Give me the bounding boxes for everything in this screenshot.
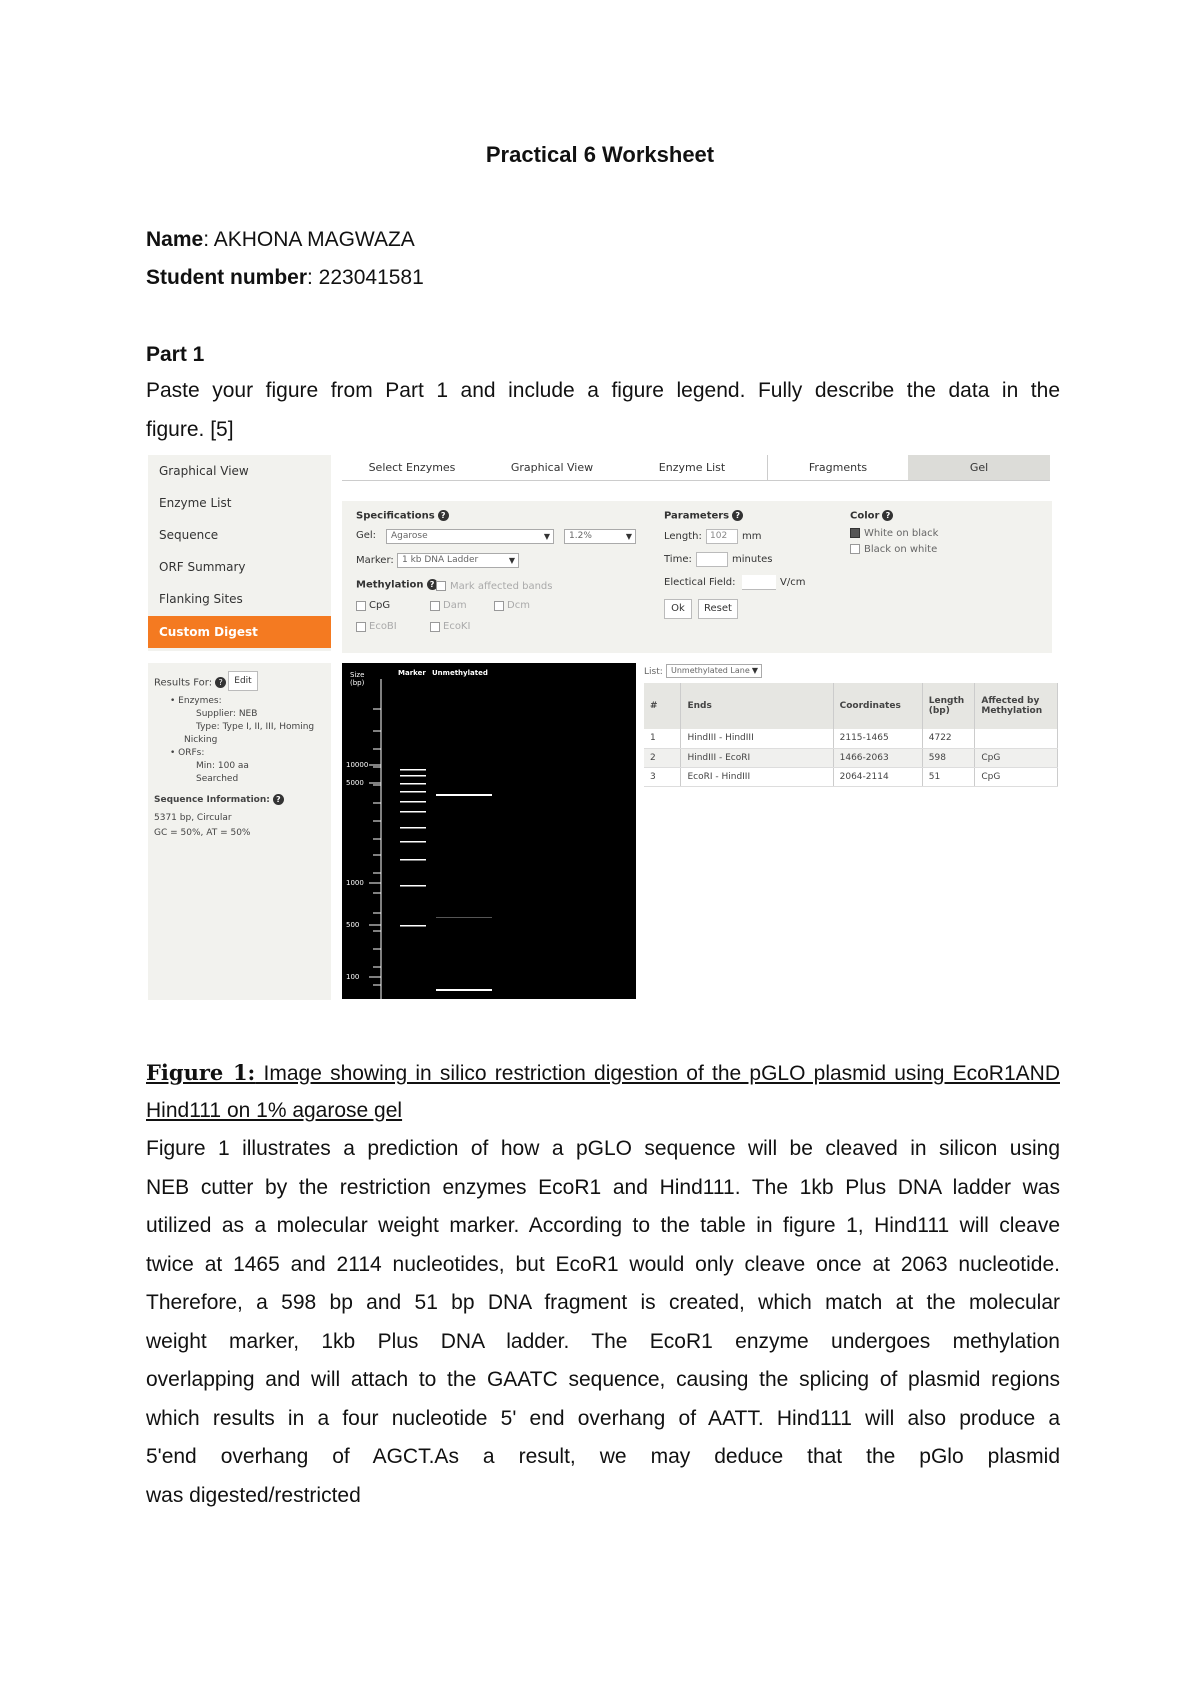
color-heading-text: Color	[850, 510, 880, 522]
cell-coordinates: 2115-1465	[833, 729, 922, 748]
marker-band	[400, 827, 426, 829]
size-label	[350, 671, 367, 687]
nicking-text: Nicking	[184, 735, 218, 745]
cell-methylation	[975, 729, 1058, 748]
list-label: List:	[644, 667, 663, 677]
min-text: Min: 100 aa	[196, 761, 249, 771]
mark-affected-label: Mark affected bands	[450, 581, 553, 592]
sidebar	[148, 455, 331, 651]
ecoki-label: EcoKI	[443, 621, 471, 632]
tab-gel[interactable]: Gel	[908, 455, 1050, 480]
length-input[interactable]: 102	[706, 529, 738, 544]
cell-number: 3	[644, 767, 681, 786]
gel-settings-panel	[342, 501, 1052, 653]
dcm-label: Dcm	[507, 600, 530, 611]
cell-length: 51	[922, 767, 975, 786]
chevron-down-icon: ▼	[508, 556, 515, 565]
enzymes-item: • Enzymes:	[170, 696, 222, 706]
page-title: Practical 6 Worksheet	[485, 142, 715, 167]
marker-band	[400, 783, 426, 785]
gel-percent-select[interactable]	[564, 529, 636, 544]
marker-band	[400, 791, 426, 793]
description-line: was digested/restricted	[146, 1483, 361, 1507]
help-icon[interactable]: ?	[438, 510, 449, 521]
edit-button[interactable]: Edit	[228, 671, 258, 691]
marker-value: 1 kb DNA Ladder	[402, 555, 479, 565]
searched-text: Searched	[196, 774, 239, 784]
gel-tick-label: 10000	[346, 761, 369, 769]
orfs-item: • ORFs:	[170, 748, 205, 758]
gel-ticks	[346, 709, 381, 985]
gel-svg	[342, 663, 636, 999]
dam-checkbox[interactable]	[430, 601, 440, 611]
ok-button[interactable]: Ok	[664, 599, 692, 619]
fragments-table-area	[644, 663, 1058, 793]
table-row	[644, 729, 1058, 748]
size-label-line-2: (bp)	[350, 679, 365, 687]
ecobi-checkbox[interactable]	[356, 622, 366, 632]
type-text: Type: Type I, II, III, Homing	[196, 722, 315, 732]
gel-type-value: Agarose	[391, 531, 428, 541]
cpg-checkbox[interactable]	[356, 601, 366, 611]
cell-number: 1	[644, 729, 681, 748]
chevron-down-icon: ▼	[543, 532, 550, 541]
sequence-info-heading-text: Sequence Information:	[154, 795, 270, 805]
sidebar-item-flanking-sites[interactable]: Flanking Sites	[159, 592, 243, 606]
description-line: overlapping and will attach to the GAATC sequence, causing the splicing of plasmid regions	[146, 1368, 1060, 1391]
description-line: weight marker, 1kb Plus DNA ladder. The EcoR1 enzyme undergoes methylation	[146, 1329, 1060, 1353]
name-label: Name	[146, 228, 204, 251]
table-row	[644, 767, 1058, 786]
tab-bar	[342, 455, 1050, 481]
marker-select[interactable]	[397, 553, 519, 568]
mark-affected-checkbox[interactable]	[436, 581, 446, 591]
marker-label: Marker:	[356, 555, 394, 566]
help-icon[interactable]: ?	[427, 579, 438, 590]
marker-band	[400, 801, 426, 803]
gel-tick-label: 500	[346, 921, 360, 929]
list-select[interactable]	[666, 664, 762, 678]
chevron-down-icon: ▼	[625, 532, 632, 541]
results-panel	[148, 663, 331, 1000]
sequence-info-heading	[154, 794, 284, 805]
description-line: utilized as a molecular weight marker. According to the table in figure 1, Hind111 will cleave	[146, 1214, 1060, 1237]
marker-band	[400, 925, 426, 927]
gel-tick-label: 1000	[346, 879, 364, 887]
gel-image	[342, 663, 636, 999]
gel-tick-label: 100	[346, 973, 360, 981]
col-length: Length (bp)	[922, 683, 975, 729]
white-on-black-checkbox[interactable]	[850, 528, 860, 538]
help-icon[interactable]: ?	[273, 794, 284, 805]
field-label: Electical Field:	[664, 577, 736, 588]
table-header-row	[644, 683, 1058, 729]
cell-ends[interactable]: HindIII - HindIII	[681, 729, 833, 748]
ecobi-label: EcoBI	[369, 621, 397, 632]
parameters-heading	[664, 510, 743, 522]
supplier-text: Supplier: NEB	[196, 709, 258, 719]
figure-caption-line-2	[146, 1092, 1060, 1131]
sidebar-item-orf-summary[interactable]: ORF Summary	[159, 560, 246, 574]
cell-ends[interactable]: HindIII - EcoRI	[681, 748, 833, 767]
sample-band	[436, 917, 492, 918]
specifications-heading	[356, 510, 449, 522]
part-heading-text: Part 1	[146, 343, 205, 366]
marker-band	[400, 811, 426, 813]
col-ends: Ends	[681, 683, 833, 729]
time-input[interactable]	[696, 552, 728, 567]
color-heading	[850, 510, 893, 522]
instruction-line-1: Paste your figure from Part 1 and include a figure legend. Fully describe the data in the	[146, 379, 1060, 402]
help-icon[interactable]: ?	[882, 510, 893, 521]
white-on-black-label: White on black	[864, 528, 939, 539]
length-label: Length:	[664, 531, 702, 542]
gel-col-unmethylated: Unmethylated	[432, 669, 488, 677]
description-line: Figure 1 illustrates a prediction of how a pGLO sequence will be cleaved in silicon using	[146, 1137, 1060, 1160]
sample-band	[436, 989, 492, 991]
results-heading-text: Results For:	[154, 677, 213, 689]
gel-tick-label: 5000	[346, 779, 364, 787]
dcm-checkbox[interactable]	[494, 601, 504, 611]
orfs-label: ORFs:	[178, 748, 205, 758]
black-on-white-label: Black on white	[864, 544, 938, 555]
tab-graphical-view[interactable]: Graphical View	[510, 461, 594, 474]
cell-ends[interactable]: EcoRI - HindIII	[681, 767, 833, 786]
cell-number: 2	[644, 748, 681, 767]
figure-caption-body-1	[146, 1062, 1060, 1085]
results-heading	[154, 677, 226, 689]
cell-length: 4722	[922, 729, 975, 748]
tab-fragments[interactable]: Fragments	[808, 461, 868, 474]
table-row	[644, 748, 1058, 767]
cpg-label: CpG	[369, 600, 391, 611]
gel-col-marker: Marker	[398, 669, 426, 677]
black-on-white-checkbox[interactable]	[850, 544, 860, 554]
gel-percent-value: 1.2%	[569, 531, 592, 541]
gc-content-text: GC = 50%, AT = 50%	[154, 828, 251, 838]
cell-coordinates: 2064-2114	[833, 767, 922, 786]
figure-caption-label: Figure 1:	[146, 1060, 256, 1085]
field-unit: V/cm	[780, 577, 806, 588]
student-number-line	[146, 266, 424, 290]
marker-band	[400, 859, 426, 861]
length-unit: mm	[742, 531, 762, 542]
enzymes-label: Enzymes:	[178, 696, 222, 706]
help-icon[interactable]: ?	[215, 677, 226, 688]
time-unit: minutes	[732, 554, 773, 565]
marker-lane	[400, 769, 426, 927]
ecoki-checkbox[interactable]	[430, 622, 440, 632]
student-number-value: : 223041581	[307, 266, 424, 289]
gel-type-select[interactable]	[386, 529, 554, 544]
figure-caption-text-2: Hind111 on 1% agarose gel	[146, 1099, 403, 1122]
dam-label: Dam	[443, 600, 467, 611]
instruction-line-2: figure. [5]	[146, 418, 234, 441]
time-label: Time:	[664, 554, 692, 565]
sample-band	[436, 794, 492, 796]
sidebar-item-custom-digest[interactable]: Custom Digest	[148, 616, 331, 648]
reset-button[interactable]: Reset	[698, 599, 738, 619]
fragments-table	[644, 683, 1058, 787]
field-input[interactable]	[742, 575, 776, 590]
student-number-label: Student number	[146, 266, 307, 289]
description-line: 5'end overhang of AGCT.As a result, we may deduce that the pGlo plasmid	[146, 1445, 1060, 1468]
sequence-length-text: 5371 bp, Circular	[154, 813, 232, 823]
description-line: which results in a four nucleotide 5' end overhang of AATT. Hind111 will also produce a	[146, 1406, 1060, 1430]
name-line	[146, 228, 415, 252]
cell-length: 598	[922, 748, 975, 767]
description-line: twice at 1465 and 2114 nucleotides, but EcoR1 would only cleave once at 2063 nucleotide.	[146, 1252, 1060, 1276]
figure-screenshot	[148, 455, 1058, 1000]
cell-methylation: CpG	[975, 748, 1058, 767]
list-value: Unmethylated Lane	[671, 666, 750, 675]
col-methylation: Affected by Methylation	[975, 683, 1058, 729]
sidebar-item-enzyme-list[interactable]: Enzyme List	[159, 496, 232, 510]
methylation-heading	[356, 579, 438, 591]
marker-band	[400, 885, 426, 887]
sidebar-item-graphical-view[interactable]: Graphical View	[159, 464, 249, 478]
cell-methylation: CpG	[975, 767, 1058, 786]
chevron-down-icon: ▼	[751, 666, 758, 675]
sample-lane	[436, 794, 492, 991]
marker-band	[400, 841, 426, 843]
size-label-line-1: Size	[350, 671, 365, 679]
part-heading	[146, 343, 204, 367]
sidebar-item-sequence[interactable]: Sequence	[159, 528, 219, 542]
specifications-heading-text: Specifications	[356, 510, 435, 522]
description-line: Therefore, a 598 bp and 51 bp DNA fragment is created, which match at the molecular	[146, 1291, 1060, 1314]
figure-caption-text-1: Image showing in silico restriction digestion of the pGLO plasmid using EcoR1AND	[255, 1062, 1060, 1085]
col-number: #	[644, 683, 681, 729]
cell-coordinates: 1466-2063	[833, 748, 922, 767]
marker-band	[400, 769, 426, 771]
tab-select-enzymes[interactable]: Select Enzymes	[368, 461, 456, 474]
methylation-label: Methylation	[356, 579, 424, 591]
help-icon[interactable]: ?	[732, 510, 743, 521]
description-line: NEB cutter by the restriction enzymes EcoR1 and Hind111. The 1kb Plus DNA ladder was	[146, 1175, 1060, 1199]
col-coordinates: Coordinates	[833, 683, 922, 729]
parameters-heading-text: Parameters	[664, 510, 730, 522]
gel-label: Gel:	[356, 530, 377, 541]
figure-caption-line-1	[146, 1054, 1060, 1094]
tab-enzyme-list[interactable]: Enzyme List	[658, 461, 726, 474]
name-value: : AKHONA MAGWAZA	[203, 228, 415, 251]
marker-band	[400, 775, 426, 777]
